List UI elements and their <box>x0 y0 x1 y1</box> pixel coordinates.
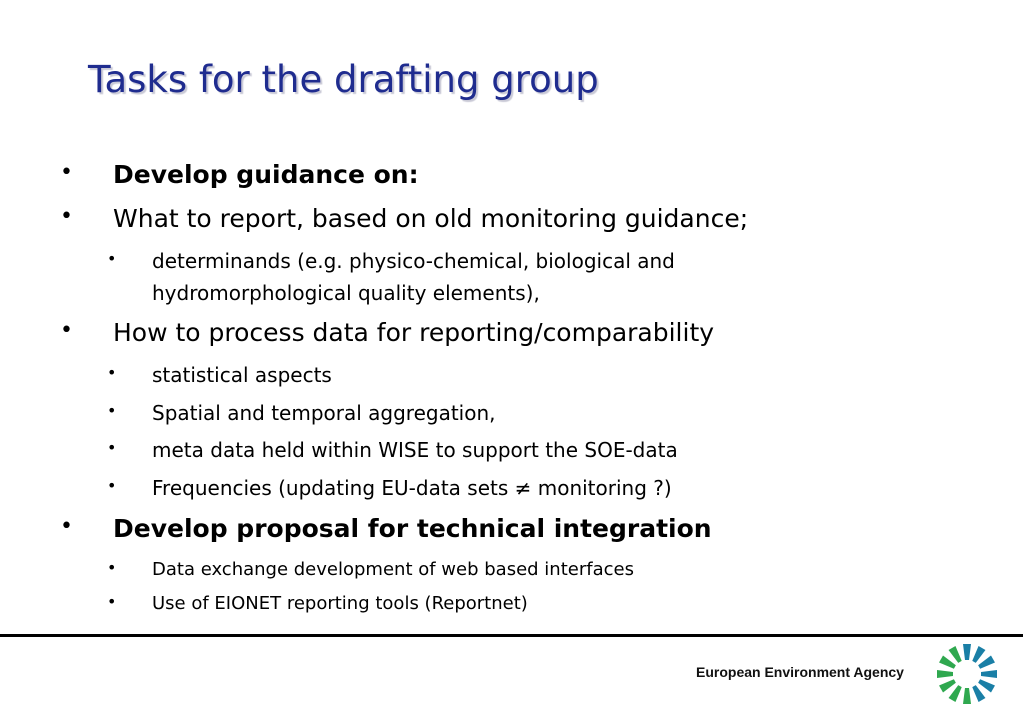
sub-bullet-text: meta data held within WISE to support the SOE-data <box>152 438 678 462</box>
bullet-glyph: • <box>107 438 117 457</box>
sub-bullet-text: Frequencies (updating EU-data sets ≠ monitoring ?) <box>152 476 672 500</box>
bullet-glyph: • <box>60 160 73 185</box>
bullet-text: What to report, based on old monitoring guidance; <box>113 204 749 233</box>
bullet-glyph: • <box>107 249 117 268</box>
sub-bullet-text: Data exchange development of web based interfaces <box>152 559 634 580</box>
bullet-glyph: • <box>60 514 73 539</box>
bullet-glyph: • <box>60 204 73 229</box>
bullet-glyph: • <box>107 363 117 382</box>
bullet-glyph: • <box>60 318 73 343</box>
sub-bullet-text-line2: hydromorphological quality elements), <box>152 281 540 305</box>
eea-sun-logo-icon-svg <box>934 641 1000 707</box>
sub-bullet-text: Use of EIONET reporting tools (Reportnet) <box>152 593 528 614</box>
sub-bullet-text-line1: determinands (e.g. physico-chemical, biological and <box>152 249 675 273</box>
sub-bullet-text: Spatial and temporal aggregation, <box>152 401 496 425</box>
bullet-text: How to process data for reporting/comparability <box>113 318 715 347</box>
bullet-text: Develop proposal for technical integration <box>113 514 712 543</box>
sub-bullet-text: statistical aspects <box>152 363 332 387</box>
footer-divider <box>0 634 1023 637</box>
agency-name: European Environment Agency <box>696 664 904 680</box>
bullet-glyph: • <box>107 401 117 420</box>
eea-sun-logo-icon <box>934 641 1000 707</box>
bullet-glyph: • <box>107 476 117 495</box>
bullet-glyph: • <box>107 592 117 611</box>
bullet-text: Develop guidance on: <box>113 160 419 189</box>
slide-title: Tasks for the drafting group <box>88 58 599 101</box>
bullet-glyph: • <box>107 558 117 577</box>
